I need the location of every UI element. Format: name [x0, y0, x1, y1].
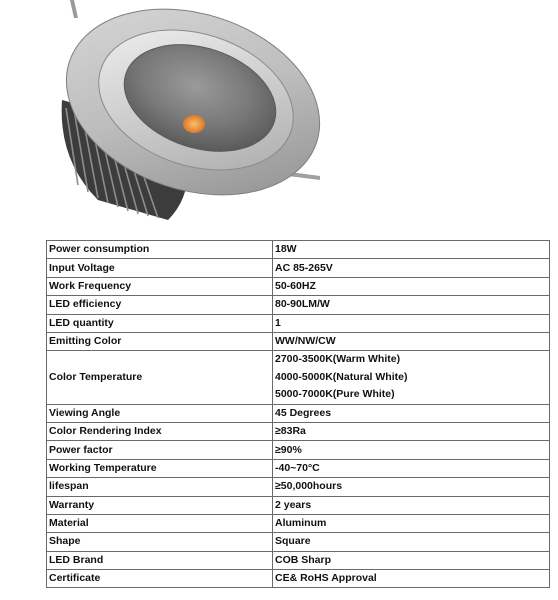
- table-row: [47, 422, 550, 440]
- spec-value: ≥90%: [273, 441, 550, 459]
- table-row: [47, 496, 550, 514]
- spec-value-line: 5000-7000K(Pure White): [275, 388, 395, 401]
- table-row: [47, 314, 550, 332]
- spec-label: Working Temperature: [47, 459, 273, 477]
- spec-label: Shape: [47, 533, 273, 551]
- table-row: [47, 241, 550, 259]
- table-row: [47, 459, 550, 477]
- spec-value: 80-90LM/W: [273, 296, 550, 314]
- spec-value: 18W: [273, 241, 550, 259]
- table-row: [47, 277, 550, 295]
- spec-label: Material: [47, 514, 273, 532]
- table-row: [47, 478, 550, 496]
- table-row: [47, 332, 550, 350]
- spec-value: Square: [273, 533, 550, 551]
- spec-label: Power consumption: [47, 241, 273, 259]
- spec-value: CE& RoHS Approval: [273, 570, 550, 588]
- spec-value: COB Sharp: [273, 551, 550, 569]
- product-photo: [38, 0, 328, 232]
- table-row: [47, 441, 550, 459]
- specifications-table: [46, 240, 550, 588]
- spec-label: LED quantity: [47, 314, 273, 332]
- spec-value-line: 4000-5000K(Natural White): [275, 370, 408, 383]
- table-row: [47, 259, 550, 277]
- spec-value: AC 85-265V: [273, 259, 550, 277]
- spec-label: Color Rendering Index: [47, 422, 273, 440]
- spec-label: Color Temperature: [47, 351, 273, 404]
- spec-label: Warranty: [47, 496, 273, 514]
- spec-value-line: 2700-3500K(Warm White): [275, 353, 401, 366]
- spec-value: ≥50,000hours: [273, 478, 550, 496]
- spec-value: 45 Degrees: [273, 404, 550, 422]
- spec-label: lifespan: [47, 478, 273, 496]
- table-row: [47, 296, 550, 314]
- spec-value: Aluminum: [273, 514, 550, 532]
- downlight-illustration: [38, 0, 328, 232]
- spec-label: Input Voltage: [47, 259, 273, 277]
- spec-label: Certificate: [47, 570, 273, 588]
- table-row: [47, 514, 550, 532]
- spec-value: 2 years: [273, 496, 550, 514]
- spec-label: Power factor: [47, 441, 273, 459]
- spec-label: Work Frequency: [47, 277, 273, 295]
- table-row: [47, 351, 550, 404]
- spec-value: -40~70°C: [273, 459, 550, 477]
- spec-label: LED efficiency: [47, 296, 273, 314]
- cob-led: [183, 115, 205, 133]
- spec-label: LED Brand: [47, 551, 273, 569]
- table-row: [47, 533, 550, 551]
- table-row: [47, 404, 550, 422]
- spec-value: WW/NW/CW: [273, 332, 550, 350]
- table-row: [47, 551, 550, 569]
- spec-label: Viewing Angle: [47, 404, 273, 422]
- spec-value: ≥83Ra: [273, 422, 550, 440]
- spec-value: 50-60HZ: [273, 277, 550, 295]
- table-row: [47, 570, 550, 588]
- spec-label: Emitting Color: [47, 332, 273, 350]
- spec-value: 1: [273, 314, 550, 332]
- spec-value: [273, 351, 550, 404]
